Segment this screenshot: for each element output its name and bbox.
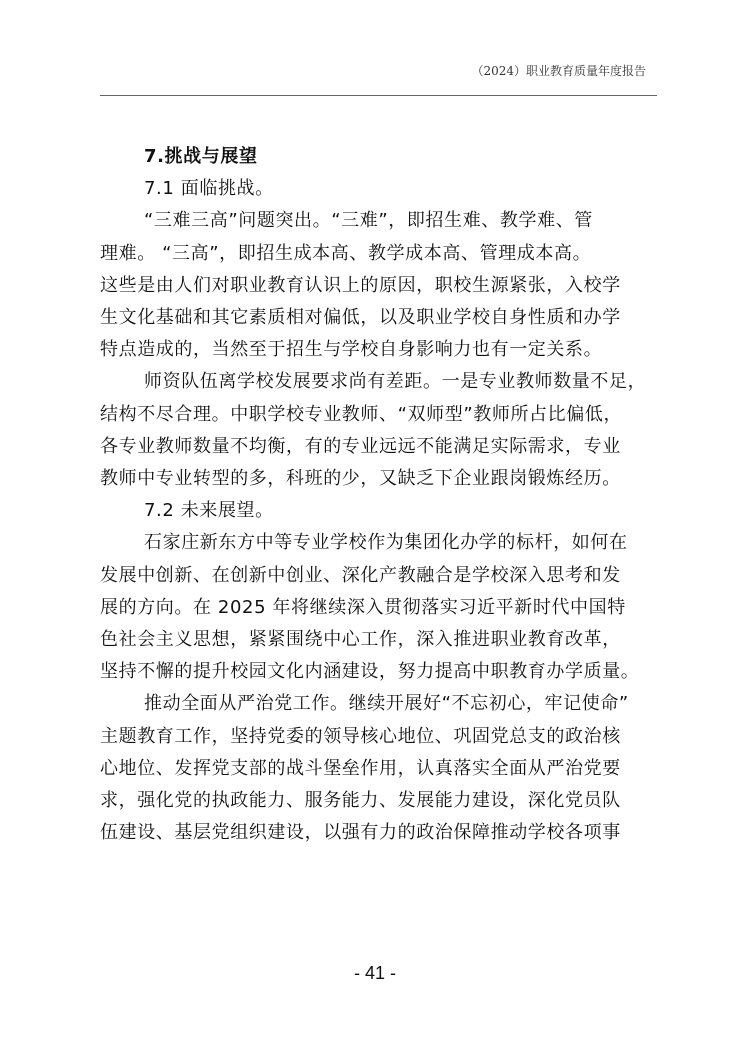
paragraph-line: 伍建设、基层党组织建设，以强有力的政治保障推动学校各项事 xyxy=(100,822,621,844)
paragraph-line: 心地位、发挥党支部的战斗堡垒作用，认真落实全面从严治党要 xyxy=(100,757,621,779)
header-divider xyxy=(100,95,657,96)
document-body xyxy=(100,141,660,849)
paragraph-line: “三难三高”问题突出。“三难”，即招生难、教学难、管 xyxy=(144,210,593,232)
paragraph-line: 这些是由人们对职业教育认识上的原因，职校生源紧张，入校学 xyxy=(100,274,621,296)
paragraph-line: 色社会主义思想，紧紧围绕中心工作，深入推进职业教育改革， xyxy=(100,629,621,651)
section-heading: 7.挑战与展望 xyxy=(144,146,258,167)
paragraph-line: 生文化基础和其它素质相对偏低，以及职业学校自身性质和办学 xyxy=(100,307,621,329)
paragraph-line: 各专业教师数量不均衡，有的专业远远不能满足实际需求，专业 xyxy=(100,435,621,457)
page-number: - 41 - xyxy=(353,963,396,983)
subsection-heading: 7.1 面临挑战。 xyxy=(144,178,274,200)
paragraph-line: 发展中创新、在创新中创业、深化产教融合是学校深入思考和发 xyxy=(100,564,621,586)
paragraph-line: 展的方向。在 2025 年将继续深入贯彻落实习近平新时代中国特 xyxy=(100,596,626,618)
paragraph-line: 结构不尽合理。中职学校专业教师、“双师型”教师所占比偏低， xyxy=(100,403,623,425)
paragraph-line: 坚持不懈的提升校园文化内涵建设，努力提高中职教育办学质量。 xyxy=(100,661,640,683)
subsection-heading: 7.2 未来展望。 xyxy=(144,500,274,522)
paragraph-line: 求，强化党的执政能力、服务能力、发展能力建设，深化党员队 xyxy=(100,790,621,812)
paragraph-line: 石家庄新东方中等专业学校作为集团化办学的标杆，如何在 xyxy=(144,532,628,554)
paragraph-line: 特点造成的，当然至于招生与学校自身影响力也有一定关系。 xyxy=(100,339,603,361)
paragraph-line: 推动全面从严治党工作。继续开展好“不忘初心，牢记使命” xyxy=(144,693,629,715)
paragraph-line: 理难。 “三高”，即招生成本高、教学成本高、管理成本高。 xyxy=(100,242,592,264)
paragraph-line: 教师中专业转型的多，科班的少，又缺乏下企业跟岗锻炼经历。 xyxy=(100,468,621,490)
paragraph-line: 师资队伍离学校发展要求尚有差距。一是专业教师数量不足， xyxy=(144,371,647,393)
running-header: （2024）职业教育质量年度报告 xyxy=(471,64,646,78)
paragraph-line: 主题教育工作，坚持党委的领导核心地位、巩固党总支的政治核 xyxy=(100,725,621,747)
